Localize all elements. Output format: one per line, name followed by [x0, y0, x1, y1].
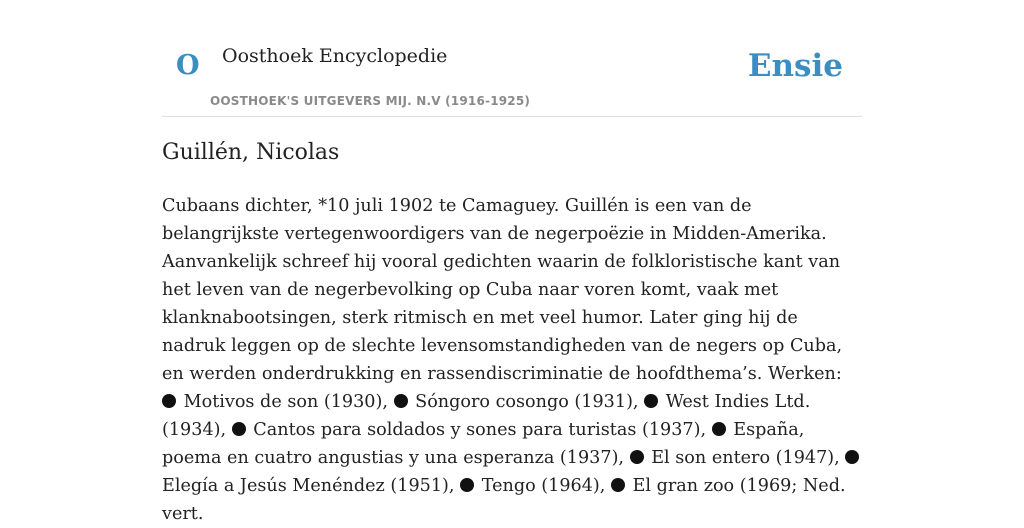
work-item: Sóngoro cosongo (1931), — [415, 392, 645, 412]
source-logo[interactable]: O — [176, 50, 200, 81]
entry-intro: Cubaans dichter, *10 juli 1902 te Camaguey. Guillén is een van de belangrijkste vertegenwoordigers van de negerpoëzie in Midden-Amerika. Aanvankelijk schreef hij vooral gedichten waarin de folkloristische kant van het leven van de negerbevolking op Cuba naar voren komt, vaak met klanknabootsingen, sterk ritmisch en met veel humor. Later ging hij de nadruk leggen op de slechte levensomstandigheden van de negers op Cuba, en werden onderdrukking en rassendiscriminatie de hoofdthema’s. Werken: — [162, 196, 843, 384]
work-item: Elegía a Jesús Menéndez (1951), — [162, 476, 461, 496]
bullet-icon — [460, 478, 474, 492]
work-item: Motivos de son (1930), — [183, 392, 394, 412]
bullet-icon — [845, 450, 859, 464]
bullet-icon — [232, 422, 246, 436]
publisher-label: OOSTHOEK'S UITGEVERS MIJ. N.V (1916-1925) — [210, 94, 531, 108]
bullet-icon — [162, 394, 176, 408]
work-item: El gran zoo (1969; Ned. vert. — [162, 476, 846, 524]
entry-body — [162, 192, 862, 528]
work-item: El son entero (1947), — [651, 448, 846, 468]
work-item: Tengo (1964), — [481, 476, 611, 496]
header — [162, 0, 862, 117]
bullet-icon — [611, 478, 625, 492]
brand-logo[interactable]: Ensie — [747, 48, 843, 84]
work-item: España, poema en cuatro angustias y una esperanza (1937), — [162, 420, 805, 468]
bullet-icon — [394, 394, 408, 408]
work-item: Cantos para soldados y sones para turistas (1937), — [253, 420, 712, 440]
bullet-icon — [644, 394, 658, 408]
bullet-icon — [630, 450, 644, 464]
work-item: West Indies Ltd. (1934), — [162, 392, 811, 440]
source-title[interactable]: Oosthoek Encyclopedie — [222, 45, 448, 67]
bullet-icon — [712, 422, 726, 436]
entry-title: Guillén, Nicolas — [162, 140, 340, 165]
